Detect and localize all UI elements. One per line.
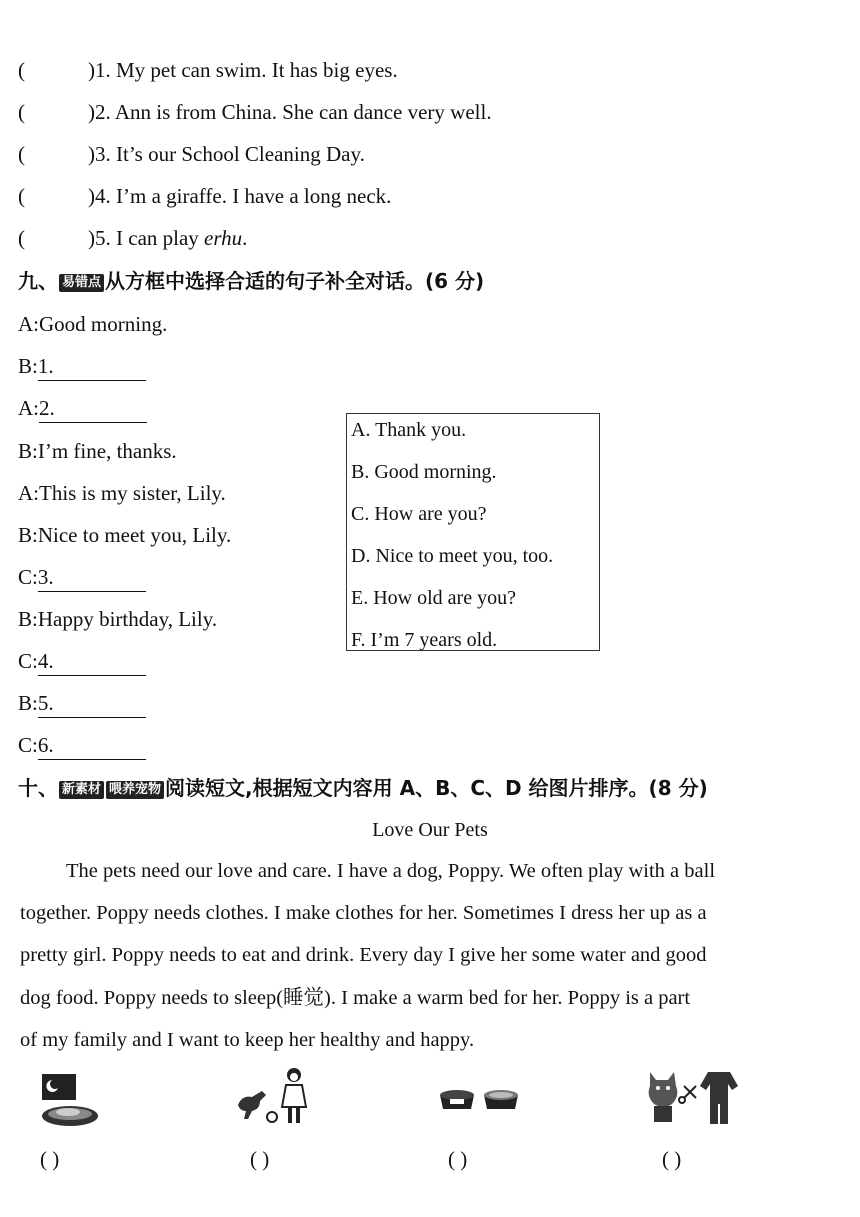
- match-item-1: [18, 56, 398, 84]
- picture-answer-4[interactable]: ( ): [662, 1147, 682, 1171]
- girl-playing-ball-with-dog-icon: [232, 1065, 312, 1129]
- answer-blank[interactable]: 6.: [38, 731, 146, 760]
- item-text: I’m a giraffe. I have a long neck.: [116, 184, 392, 208]
- dialogue-text: Nice to meet you, Lily.: [37, 523, 232, 547]
- option-c: C. How are you?: [351, 503, 487, 525]
- passage-line-3: pretty girl. Poppy needs to eat and drink. Every day I give her some water and good: [20, 944, 707, 966]
- option-b: B. Good morning.: [351, 461, 497, 483]
- dialogue-line-6: [18, 521, 231, 549]
- option-f: F. I’m 7 years old.: [351, 629, 498, 651]
- new-material-tag: 新素材: [59, 781, 104, 799]
- answer-blank[interactable]: 3.: [38, 563, 146, 592]
- item-text: It’s our School Cleaning Day.: [116, 142, 365, 166]
- passage-title: Love Our Pets: [372, 819, 488, 841]
- dog-food-bowls-icon: [438, 1085, 522, 1115]
- passage-line-5: of my family and I want to keep her healthy and happy.: [20, 1029, 475, 1051]
- picture-answer-1[interactable]: ( ): [40, 1147, 60, 1171]
- item-italic-word: erhu: [204, 226, 243, 250]
- item-text: Ann is from China. She can dance very well.: [114, 100, 492, 124]
- speaker: B:: [18, 354, 38, 378]
- dialogue-line-5: [18, 479, 226, 507]
- answer-blank[interactable]: 5.: [38, 689, 146, 718]
- answer-paren[interactable]: (: [18, 100, 25, 124]
- section-instruction: 从方框中选择合适的句子补全对话。(6 分): [105, 269, 485, 293]
- answer-blank[interactable]: 4.: [38, 647, 146, 676]
- dialogue-line-7: [18, 563, 146, 592]
- speaker: C:: [18, 565, 38, 589]
- passage-line-2: together. Poppy needs clothes. I make clothes for her. Sometimes I dress her up as a: [20, 902, 707, 924]
- option-a: A. Thank you.: [351, 419, 467, 441]
- item-text: I can play: [116, 226, 205, 250]
- speaker: A:: [18, 481, 39, 505]
- match-item-2: [18, 98, 492, 126]
- item-number: )2.: [88, 100, 111, 124]
- dialogue-line-1: [18, 310, 167, 338]
- item-text: My pet can swim. It has big eyes.: [116, 58, 398, 82]
- pet-feeding-tag: 喂养宠物: [106, 781, 164, 799]
- option-d: D. Nice to meet you, too.: [351, 545, 554, 567]
- dog-with-clothes-icon: [646, 1068, 742, 1128]
- speaker: B:: [18, 691, 38, 715]
- section-9-heading: [18, 267, 484, 295]
- section-number: 九、: [18, 269, 58, 293]
- speaker: C:: [18, 649, 38, 673]
- dialogue-text: This is my sister, Lily.: [39, 481, 226, 505]
- dialogue-line-3: [18, 394, 147, 423]
- speaker: B:: [18, 439, 38, 463]
- item-number: )4.: [88, 184, 111, 208]
- answer-blank[interactable]: 2.: [39, 394, 147, 423]
- dialogue-line-2: [18, 352, 146, 381]
- dialogue-text: Good morning.: [39, 312, 168, 336]
- item-number: )1.: [88, 58, 111, 82]
- error-prone-tag: 易错点: [59, 274, 104, 292]
- section-number: 十、: [18, 776, 58, 800]
- picture-answer-2[interactable]: ( ): [250, 1147, 270, 1171]
- answer-paren[interactable]: (: [18, 142, 25, 166]
- dialogue-text: I’m fine, thanks.: [37, 439, 177, 463]
- section-instruction: 阅读短文,根据短文内容用 A、B、C、D 给图片排序。(8 分): [165, 776, 708, 800]
- passage-line-4: dog food. Poppy needs to sleep(睡觉). I make a warm bed for her. Poppy is a part: [20, 987, 691, 1009]
- picture-answer-3[interactable]: ( ): [448, 1147, 468, 1171]
- speaker: B:: [18, 607, 38, 631]
- answer-paren[interactable]: (: [18, 226, 25, 250]
- item-end: .: [242, 226, 248, 250]
- match-item-4: [18, 182, 391, 210]
- speaker: B:: [18, 523, 38, 547]
- speaker: C:: [18, 733, 38, 757]
- option-e: E. How old are you?: [351, 587, 516, 609]
- dialogue-line-11: [18, 731, 146, 760]
- passage-line-1: The pets need our love and care. I have a dog, Poppy. We often play with a ball: [66, 860, 716, 882]
- answer-paren[interactable]: (: [18, 58, 25, 82]
- dialogue-line-4: [18, 437, 177, 465]
- match-item-5: [18, 224, 247, 252]
- dialogue-text: Happy birthday, Lily.: [37, 607, 218, 631]
- speaker: A:: [18, 396, 39, 420]
- answer-blank[interactable]: 1.: [38, 352, 146, 381]
- match-item-3: [18, 140, 365, 168]
- answer-paren[interactable]: (: [18, 184, 25, 208]
- dog-sleeping-bed-icon: [38, 1072, 102, 1130]
- options-box: [346, 413, 600, 651]
- section-10-heading: [18, 774, 708, 802]
- speaker: A:: [18, 312, 39, 336]
- dialogue-line-8: [18, 605, 217, 633]
- dialogue-line-9: [18, 647, 146, 676]
- dialogue-line-10: [18, 689, 146, 718]
- item-number: )5.: [88, 226, 111, 250]
- item-number: )3.: [88, 142, 111, 166]
